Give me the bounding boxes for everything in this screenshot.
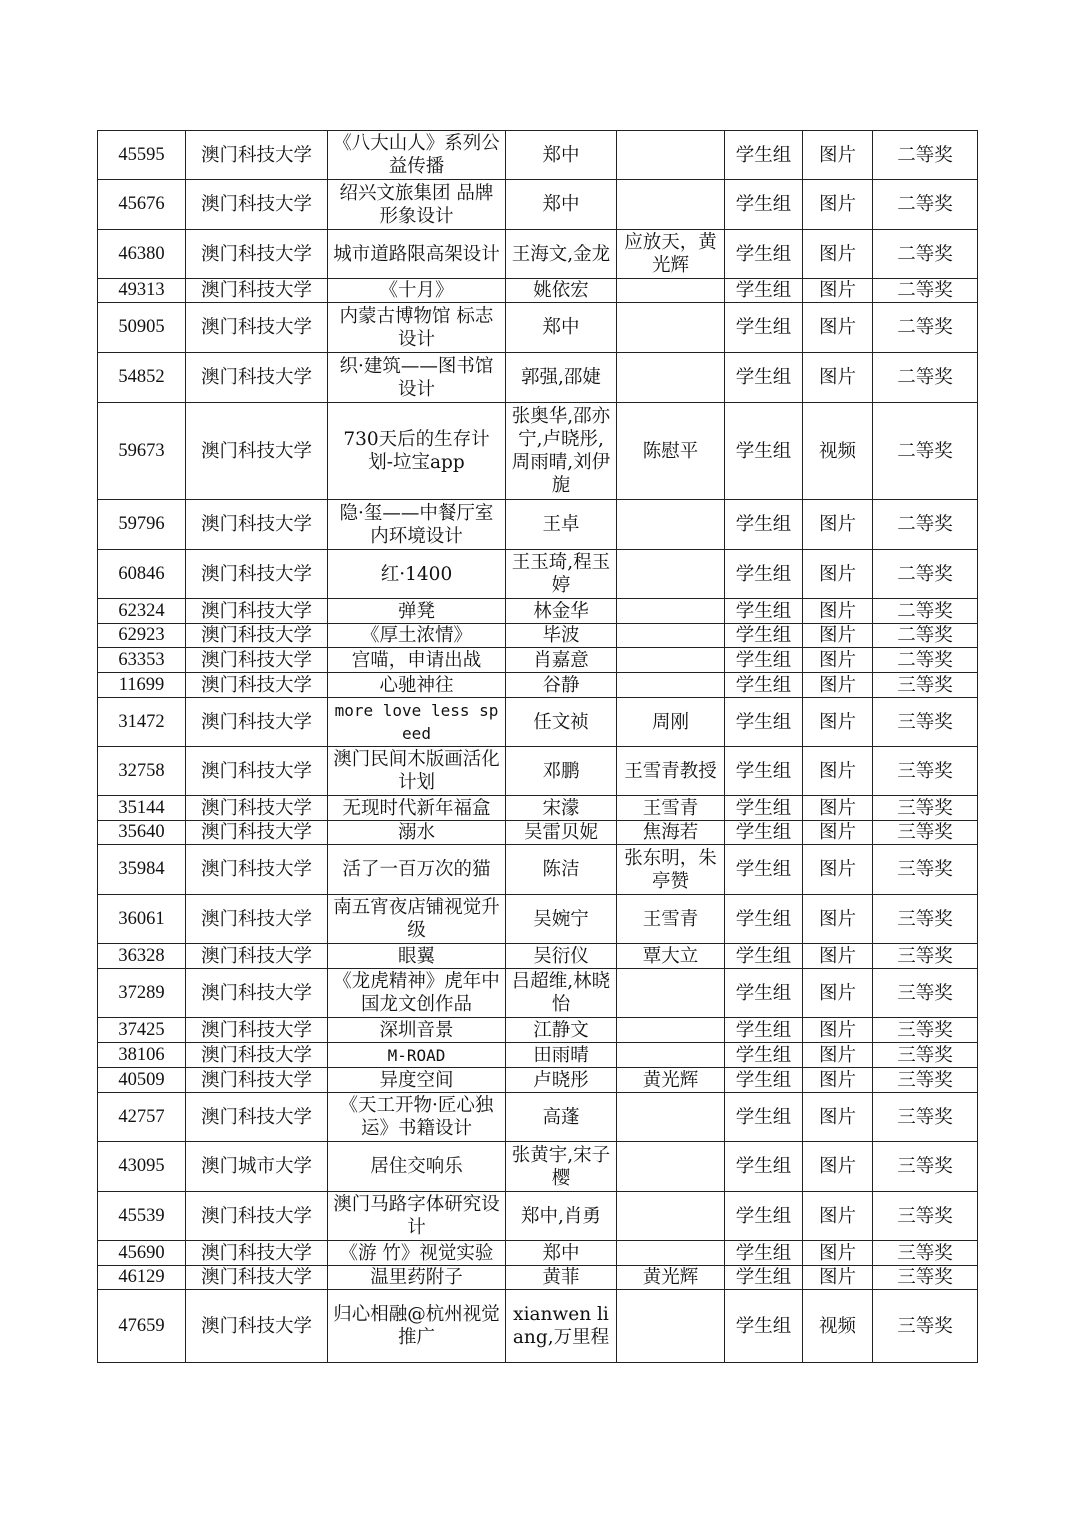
work-title-cell: 深圳音景 bbox=[328, 1018, 506, 1043]
entry-id-cell: 35144 bbox=[98, 796, 186, 821]
advisor-cell bbox=[617, 1018, 725, 1043]
work-title-cell: 绍兴文旅集团 品牌形象设计 bbox=[328, 180, 506, 230]
work-type-cell: 图片 bbox=[803, 131, 873, 180]
authors-cell: xianwen liang,万里程 bbox=[506, 1290, 617, 1363]
award-cell: 三等奖 bbox=[873, 1192, 978, 1241]
award-cell: 二等奖 bbox=[873, 550, 978, 599]
school-cell: 澳门科技大学 bbox=[186, 747, 328, 796]
authors-cell: 吕超维,林晓怡 bbox=[506, 969, 617, 1018]
entry-id-cell: 62324 bbox=[98, 599, 186, 624]
award-cell: 三等奖 bbox=[873, 969, 978, 1018]
entry-id-cell: 40509 bbox=[98, 1068, 186, 1093]
award-cell: 三等奖 bbox=[873, 1093, 978, 1142]
group-cell: 学生组 bbox=[725, 1290, 803, 1363]
award-cell: 三等奖 bbox=[873, 1068, 978, 1093]
advisor-cell: 王雪青 bbox=[617, 796, 725, 821]
group-cell: 学生组 bbox=[725, 944, 803, 969]
award-cell: 三等奖 bbox=[873, 747, 978, 796]
work-title-cell: 温里药附子 bbox=[328, 1266, 506, 1290]
entry-id-cell: 36328 bbox=[98, 944, 186, 969]
authors-cell: 姚依宏 bbox=[506, 279, 617, 303]
school-cell: 澳门科技大学 bbox=[186, 550, 328, 599]
advisor-cell: 张东明，朱亭赞 bbox=[617, 845, 725, 895]
authors-cell: 王玉琦,程玉婷 bbox=[506, 550, 617, 599]
group-cell: 学生组 bbox=[725, 353, 803, 403]
school-cell: 澳门科技大学 bbox=[186, 1093, 328, 1142]
work-type-cell: 图片 bbox=[803, 747, 873, 796]
work-type-cell: 视频 bbox=[803, 1290, 873, 1363]
work-type-cell: 图片 bbox=[803, 599, 873, 624]
entry-id-cell: 37425 bbox=[98, 1018, 186, 1043]
work-type-cell: 图片 bbox=[803, 1018, 873, 1043]
school-cell: 澳门科技大学 bbox=[186, 796, 328, 821]
advisor-cell bbox=[617, 624, 725, 648]
school-cell: 澳门科技大学 bbox=[186, 895, 328, 944]
school-cell: 澳门科技大学 bbox=[186, 944, 328, 969]
authors-cell: 王海文,金龙 bbox=[506, 230, 617, 279]
award-cell: 二等奖 bbox=[873, 353, 978, 403]
authors-cell: 谷静 bbox=[506, 673, 617, 698]
group-cell: 学生组 bbox=[725, 1018, 803, 1043]
table-row bbox=[98, 303, 978, 353]
work-type-cell: 图片 bbox=[803, 1068, 873, 1093]
school-cell: 澳门科技大学 bbox=[186, 180, 328, 230]
entry-id-cell: 45539 bbox=[98, 1192, 186, 1241]
authors-cell: 王卓 bbox=[506, 500, 617, 550]
award-cell: 三等奖 bbox=[873, 1142, 978, 1192]
work-title-cell: M-ROAD bbox=[328, 1043, 506, 1068]
authors-cell: 黄菲 bbox=[506, 1266, 617, 1290]
table-row bbox=[98, 1241, 978, 1266]
school-cell: 澳门科技大学 bbox=[186, 698, 328, 747]
work-title-cell: 红·1400 bbox=[328, 550, 506, 599]
group-cell: 学生组 bbox=[725, 1241, 803, 1266]
advisor-cell: 覃大立 bbox=[617, 944, 725, 969]
advisor-cell bbox=[617, 1043, 725, 1068]
entry-id-cell: 45676 bbox=[98, 180, 186, 230]
awards-table bbox=[97, 130, 978, 1363]
entry-id-cell: 36061 bbox=[98, 895, 186, 944]
advisor-cell bbox=[617, 550, 725, 599]
table-row bbox=[98, 673, 978, 698]
entry-id-cell: 54852 bbox=[98, 353, 186, 403]
work-title-cell: 无现时代新年福盒 bbox=[328, 796, 506, 821]
authors-cell: 任文祯 bbox=[506, 698, 617, 747]
entry-id-cell: 35640 bbox=[98, 821, 186, 845]
entry-id-cell: 35984 bbox=[98, 845, 186, 895]
authors-cell: 郑中 bbox=[506, 1241, 617, 1266]
school-cell: 澳门科技大学 bbox=[186, 1043, 328, 1068]
work-title-cell: 居住交响乐 bbox=[328, 1142, 506, 1192]
work-title-cell: 隐·玺——中餐厅室内环境设计 bbox=[328, 500, 506, 550]
authors-cell: 陈洁 bbox=[506, 845, 617, 895]
authors-cell: 郑中 bbox=[506, 303, 617, 353]
award-cell: 三等奖 bbox=[873, 944, 978, 969]
table-row bbox=[98, 500, 978, 550]
award-cell: 二等奖 bbox=[873, 279, 978, 303]
authors-cell: 宋濛 bbox=[506, 796, 617, 821]
entry-id-cell: 47659 bbox=[98, 1290, 186, 1363]
advisor-cell: 应放天，黄光辉 bbox=[617, 230, 725, 279]
group-cell: 学生组 bbox=[725, 550, 803, 599]
work-type-cell: 图片 bbox=[803, 500, 873, 550]
work-type-cell: 图片 bbox=[803, 969, 873, 1018]
school-cell: 澳门科技大学 bbox=[186, 1266, 328, 1290]
school-cell: 澳门科技大学 bbox=[186, 969, 328, 1018]
table-row bbox=[98, 624, 978, 648]
school-cell: 澳门科技大学 bbox=[186, 500, 328, 550]
work-type-cell: 图片 bbox=[803, 180, 873, 230]
group-cell: 学生组 bbox=[725, 845, 803, 895]
group-cell: 学生组 bbox=[725, 821, 803, 845]
table-row bbox=[98, 845, 978, 895]
group-cell: 学生组 bbox=[725, 648, 803, 673]
group-cell: 学生组 bbox=[725, 624, 803, 648]
school-cell: 澳门城市大学 bbox=[186, 1142, 328, 1192]
authors-cell: 肖嘉意 bbox=[506, 648, 617, 673]
school-cell: 澳门科技大学 bbox=[186, 279, 328, 303]
work-title-cell: 内蒙古博物馆 标志设计 bbox=[328, 303, 506, 353]
table-row bbox=[98, 1266, 978, 1290]
school-cell: 澳门科技大学 bbox=[186, 230, 328, 279]
work-title-cell: 《八大山人》系列公益传播 bbox=[328, 131, 506, 180]
award-cell: 二等奖 bbox=[873, 500, 978, 550]
award-cell: 三等奖 bbox=[873, 673, 978, 698]
entry-id-cell: 42757 bbox=[98, 1093, 186, 1142]
school-cell: 澳门科技大学 bbox=[186, 1018, 328, 1043]
school-cell: 澳门科技大学 bbox=[186, 1068, 328, 1093]
advisor-cell: 黄光辉 bbox=[617, 1068, 725, 1093]
work-type-cell: 图片 bbox=[803, 624, 873, 648]
work-type-cell: 图片 bbox=[803, 353, 873, 403]
school-cell: 澳门科技大学 bbox=[186, 821, 328, 845]
work-title-cell: 城市道路限高架设计 bbox=[328, 230, 506, 279]
entry-id-cell: 49313 bbox=[98, 279, 186, 303]
entry-id-cell: 43095 bbox=[98, 1142, 186, 1192]
group-cell: 学生组 bbox=[725, 180, 803, 230]
advisor-cell bbox=[617, 599, 725, 624]
work-type-cell: 图片 bbox=[803, 796, 873, 821]
awards-table-body bbox=[98, 131, 978, 1363]
work-type-cell: 图片 bbox=[803, 1043, 873, 1068]
group-cell: 学生组 bbox=[725, 895, 803, 944]
school-cell: 澳门科技大学 bbox=[186, 1290, 328, 1363]
entry-id-cell: 11699 bbox=[98, 673, 186, 698]
work-type-cell: 图片 bbox=[803, 230, 873, 279]
school-cell: 澳门科技大学 bbox=[186, 131, 328, 180]
group-cell: 学生组 bbox=[725, 1192, 803, 1241]
work-title-cell: 730天后的生存计划-垃宝app bbox=[328, 403, 506, 500]
work-title-cell: 眼翼 bbox=[328, 944, 506, 969]
entry-id-cell: 62923 bbox=[98, 624, 186, 648]
table-row bbox=[98, 1068, 978, 1093]
award-cell: 三等奖 bbox=[873, 1290, 978, 1363]
award-cell: 三等奖 bbox=[873, 1018, 978, 1043]
work-title-cell: 《十月》 bbox=[328, 279, 506, 303]
entry-id-cell: 59673 bbox=[98, 403, 186, 500]
work-type-cell: 图片 bbox=[803, 1093, 873, 1142]
group-cell: 学生组 bbox=[725, 673, 803, 698]
advisor-cell bbox=[617, 500, 725, 550]
award-cell: 二等奖 bbox=[873, 131, 978, 180]
group-cell: 学生组 bbox=[725, 1142, 803, 1192]
table-row bbox=[98, 279, 978, 303]
table-row bbox=[98, 550, 978, 599]
table-row bbox=[98, 180, 978, 230]
entry-id-cell: 60846 bbox=[98, 550, 186, 599]
school-cell: 澳门科技大学 bbox=[186, 673, 328, 698]
advisor-cell bbox=[617, 673, 725, 698]
authors-cell: 林金华 bbox=[506, 599, 617, 624]
work-type-cell: 图片 bbox=[803, 1192, 873, 1241]
school-cell: 澳门科技大学 bbox=[186, 624, 328, 648]
work-title-cell: 澳门民间木版画活化计划 bbox=[328, 747, 506, 796]
group-cell: 学生组 bbox=[725, 500, 803, 550]
advisor-cell bbox=[617, 1192, 725, 1241]
advisor-cell: 焦海若 bbox=[617, 821, 725, 845]
work-type-cell: 图片 bbox=[803, 303, 873, 353]
authors-cell: 江静文 bbox=[506, 1018, 617, 1043]
group-cell: 学生组 bbox=[725, 796, 803, 821]
group-cell: 学生组 bbox=[725, 599, 803, 624]
group-cell: 学生组 bbox=[725, 747, 803, 796]
authors-cell: 张黄宇,宋子樱 bbox=[506, 1142, 617, 1192]
award-cell: 三等奖 bbox=[873, 895, 978, 944]
work-type-cell: 图片 bbox=[803, 1241, 873, 1266]
group-cell: 学生组 bbox=[725, 279, 803, 303]
award-cell: 三等奖 bbox=[873, 821, 978, 845]
group-cell: 学生组 bbox=[725, 698, 803, 747]
school-cell: 澳门科技大学 bbox=[186, 599, 328, 624]
authors-cell: 郑中,肖勇 bbox=[506, 1192, 617, 1241]
work-type-cell: 图片 bbox=[803, 550, 873, 599]
school-cell: 澳门科技大学 bbox=[186, 648, 328, 673]
work-title-cell: 归心相融@杭州视觉推广 bbox=[328, 1290, 506, 1363]
work-type-cell: 图片 bbox=[803, 648, 873, 673]
table-row bbox=[98, 1142, 978, 1192]
table-row bbox=[98, 698, 978, 747]
entry-id-cell: 50905 bbox=[98, 303, 186, 353]
advisor-cell: 王雪青 bbox=[617, 895, 725, 944]
advisor-cell bbox=[617, 1142, 725, 1192]
advisor-cell bbox=[617, 180, 725, 230]
authors-cell: 吴雷贝妮 bbox=[506, 821, 617, 845]
advisor-cell: 王雪青教授 bbox=[617, 747, 725, 796]
authors-cell: 高蓬 bbox=[506, 1093, 617, 1142]
school-cell: 澳门科技大学 bbox=[186, 303, 328, 353]
table-row bbox=[98, 944, 978, 969]
work-title-cell: 澳门马路字体研究设计 bbox=[328, 1192, 506, 1241]
table-row bbox=[98, 1192, 978, 1241]
work-title-cell: more love less speed bbox=[328, 698, 506, 747]
table-row bbox=[98, 796, 978, 821]
work-type-cell: 图片 bbox=[803, 1142, 873, 1192]
entry-id-cell: 38106 bbox=[98, 1043, 186, 1068]
entry-id-cell: 59796 bbox=[98, 500, 186, 550]
entry-id-cell: 32758 bbox=[98, 747, 186, 796]
work-title-cell: 心驰神往 bbox=[328, 673, 506, 698]
group-cell: 学生组 bbox=[725, 1266, 803, 1290]
table-row bbox=[98, 403, 978, 500]
work-title-cell: 活了一百万次的猫 bbox=[328, 845, 506, 895]
work-title-cell: 《厚土浓情》 bbox=[328, 624, 506, 648]
table-row bbox=[98, 1018, 978, 1043]
table-row bbox=[98, 969, 978, 1018]
authors-cell: 张奥华,邵亦宁,卢晓彤,周雨晴,刘伊旎 bbox=[506, 403, 617, 500]
award-cell: 三等奖 bbox=[873, 1043, 978, 1068]
group-cell: 学生组 bbox=[725, 131, 803, 180]
table-row bbox=[98, 1043, 978, 1068]
work-type-cell: 图片 bbox=[803, 895, 873, 944]
advisor-cell: 陈慰平 bbox=[617, 403, 725, 500]
work-title-cell: 弹凳 bbox=[328, 599, 506, 624]
advisor-cell bbox=[617, 1093, 725, 1142]
group-cell: 学生组 bbox=[725, 1043, 803, 1068]
authors-cell: 毕波 bbox=[506, 624, 617, 648]
school-cell: 澳门科技大学 bbox=[186, 1192, 328, 1241]
award-cell: 二等奖 bbox=[873, 624, 978, 648]
work-title-cell: 异度空间 bbox=[328, 1068, 506, 1093]
group-cell: 学生组 bbox=[725, 969, 803, 1018]
award-cell: 二等奖 bbox=[873, 230, 978, 279]
award-cell: 二等奖 bbox=[873, 403, 978, 500]
work-type-cell: 图片 bbox=[803, 944, 873, 969]
table-row bbox=[98, 648, 978, 673]
work-title-cell: 溺水 bbox=[328, 821, 506, 845]
school-cell: 澳门科技大学 bbox=[186, 1241, 328, 1266]
table-row bbox=[98, 1093, 978, 1142]
entry-id-cell: 63353 bbox=[98, 648, 186, 673]
school-cell: 澳门科技大学 bbox=[186, 845, 328, 895]
table-row bbox=[98, 230, 978, 279]
table-row bbox=[98, 1290, 978, 1363]
entry-id-cell: 46129 bbox=[98, 1266, 186, 1290]
authors-cell: 邓鹏 bbox=[506, 747, 617, 796]
advisor-cell bbox=[617, 353, 725, 403]
award-cell: 三等奖 bbox=[873, 796, 978, 821]
advisor-cell bbox=[617, 279, 725, 303]
advisor-cell bbox=[617, 303, 725, 353]
authors-cell: 吴衍仪 bbox=[506, 944, 617, 969]
work-title-cell: 《龙虎精神》虎年中国龙文创作品 bbox=[328, 969, 506, 1018]
group-cell: 学生组 bbox=[725, 1068, 803, 1093]
entry-id-cell: 37289 bbox=[98, 969, 186, 1018]
entry-id-cell: 45690 bbox=[98, 1241, 186, 1266]
school-cell: 澳门科技大学 bbox=[186, 353, 328, 403]
work-type-cell: 图片 bbox=[803, 279, 873, 303]
advisor-cell: 黄光辉 bbox=[617, 1266, 725, 1290]
school-cell: 澳门科技大学 bbox=[186, 403, 328, 500]
group-cell: 学生组 bbox=[725, 1093, 803, 1142]
group-cell: 学生组 bbox=[725, 303, 803, 353]
group-cell: 学生组 bbox=[725, 230, 803, 279]
advisor-cell bbox=[617, 1290, 725, 1363]
work-type-cell: 视频 bbox=[803, 403, 873, 500]
table-row bbox=[98, 599, 978, 624]
authors-cell: 田雨晴 bbox=[506, 1043, 617, 1068]
group-cell: 学生组 bbox=[725, 403, 803, 500]
authors-cell: 吴婉宁 bbox=[506, 895, 617, 944]
entry-id-cell: 31472 bbox=[98, 698, 186, 747]
table-row bbox=[98, 353, 978, 403]
work-title-cell: 宫喵，申请出战 bbox=[328, 648, 506, 673]
authors-cell: 郭强,邵婕 bbox=[506, 353, 617, 403]
table-row bbox=[98, 821, 978, 845]
award-cell: 二等奖 bbox=[873, 180, 978, 230]
award-cell: 二等奖 bbox=[873, 648, 978, 673]
work-title-cell: 《游 竹》视觉实验 bbox=[328, 1241, 506, 1266]
award-cell: 三等奖 bbox=[873, 845, 978, 895]
work-type-cell: 图片 bbox=[803, 673, 873, 698]
authors-cell: 郑中 bbox=[506, 131, 617, 180]
award-cell: 三等奖 bbox=[873, 698, 978, 747]
entry-id-cell: 46380 bbox=[98, 230, 186, 279]
table-row bbox=[98, 895, 978, 944]
advisor-cell bbox=[617, 131, 725, 180]
advisor-cell bbox=[617, 1241, 725, 1266]
table-row bbox=[98, 747, 978, 796]
entry-id-cell: 45595 bbox=[98, 131, 186, 180]
work-type-cell: 图片 bbox=[803, 698, 873, 747]
work-title-cell: 《天工开物·匠心独运》书籍设计 bbox=[328, 1093, 506, 1142]
work-type-cell: 图片 bbox=[803, 845, 873, 895]
award-cell: 三等奖 bbox=[873, 1266, 978, 1290]
work-title-cell: 织·建筑——图书馆设计 bbox=[328, 353, 506, 403]
work-title-cell: 南五宵夜店铺视觉升级 bbox=[328, 895, 506, 944]
work-type-cell: 图片 bbox=[803, 821, 873, 845]
advisor-cell bbox=[617, 969, 725, 1018]
work-type-cell: 图片 bbox=[803, 1266, 873, 1290]
award-cell: 二等奖 bbox=[873, 303, 978, 353]
authors-cell: 郑中 bbox=[506, 180, 617, 230]
advisor-cell bbox=[617, 648, 725, 673]
award-cell: 三等奖 bbox=[873, 1241, 978, 1266]
advisor-cell: 周刚 bbox=[617, 698, 725, 747]
table-row bbox=[98, 131, 978, 180]
authors-cell: 卢晓彤 bbox=[506, 1068, 617, 1093]
award-cell: 二等奖 bbox=[873, 599, 978, 624]
